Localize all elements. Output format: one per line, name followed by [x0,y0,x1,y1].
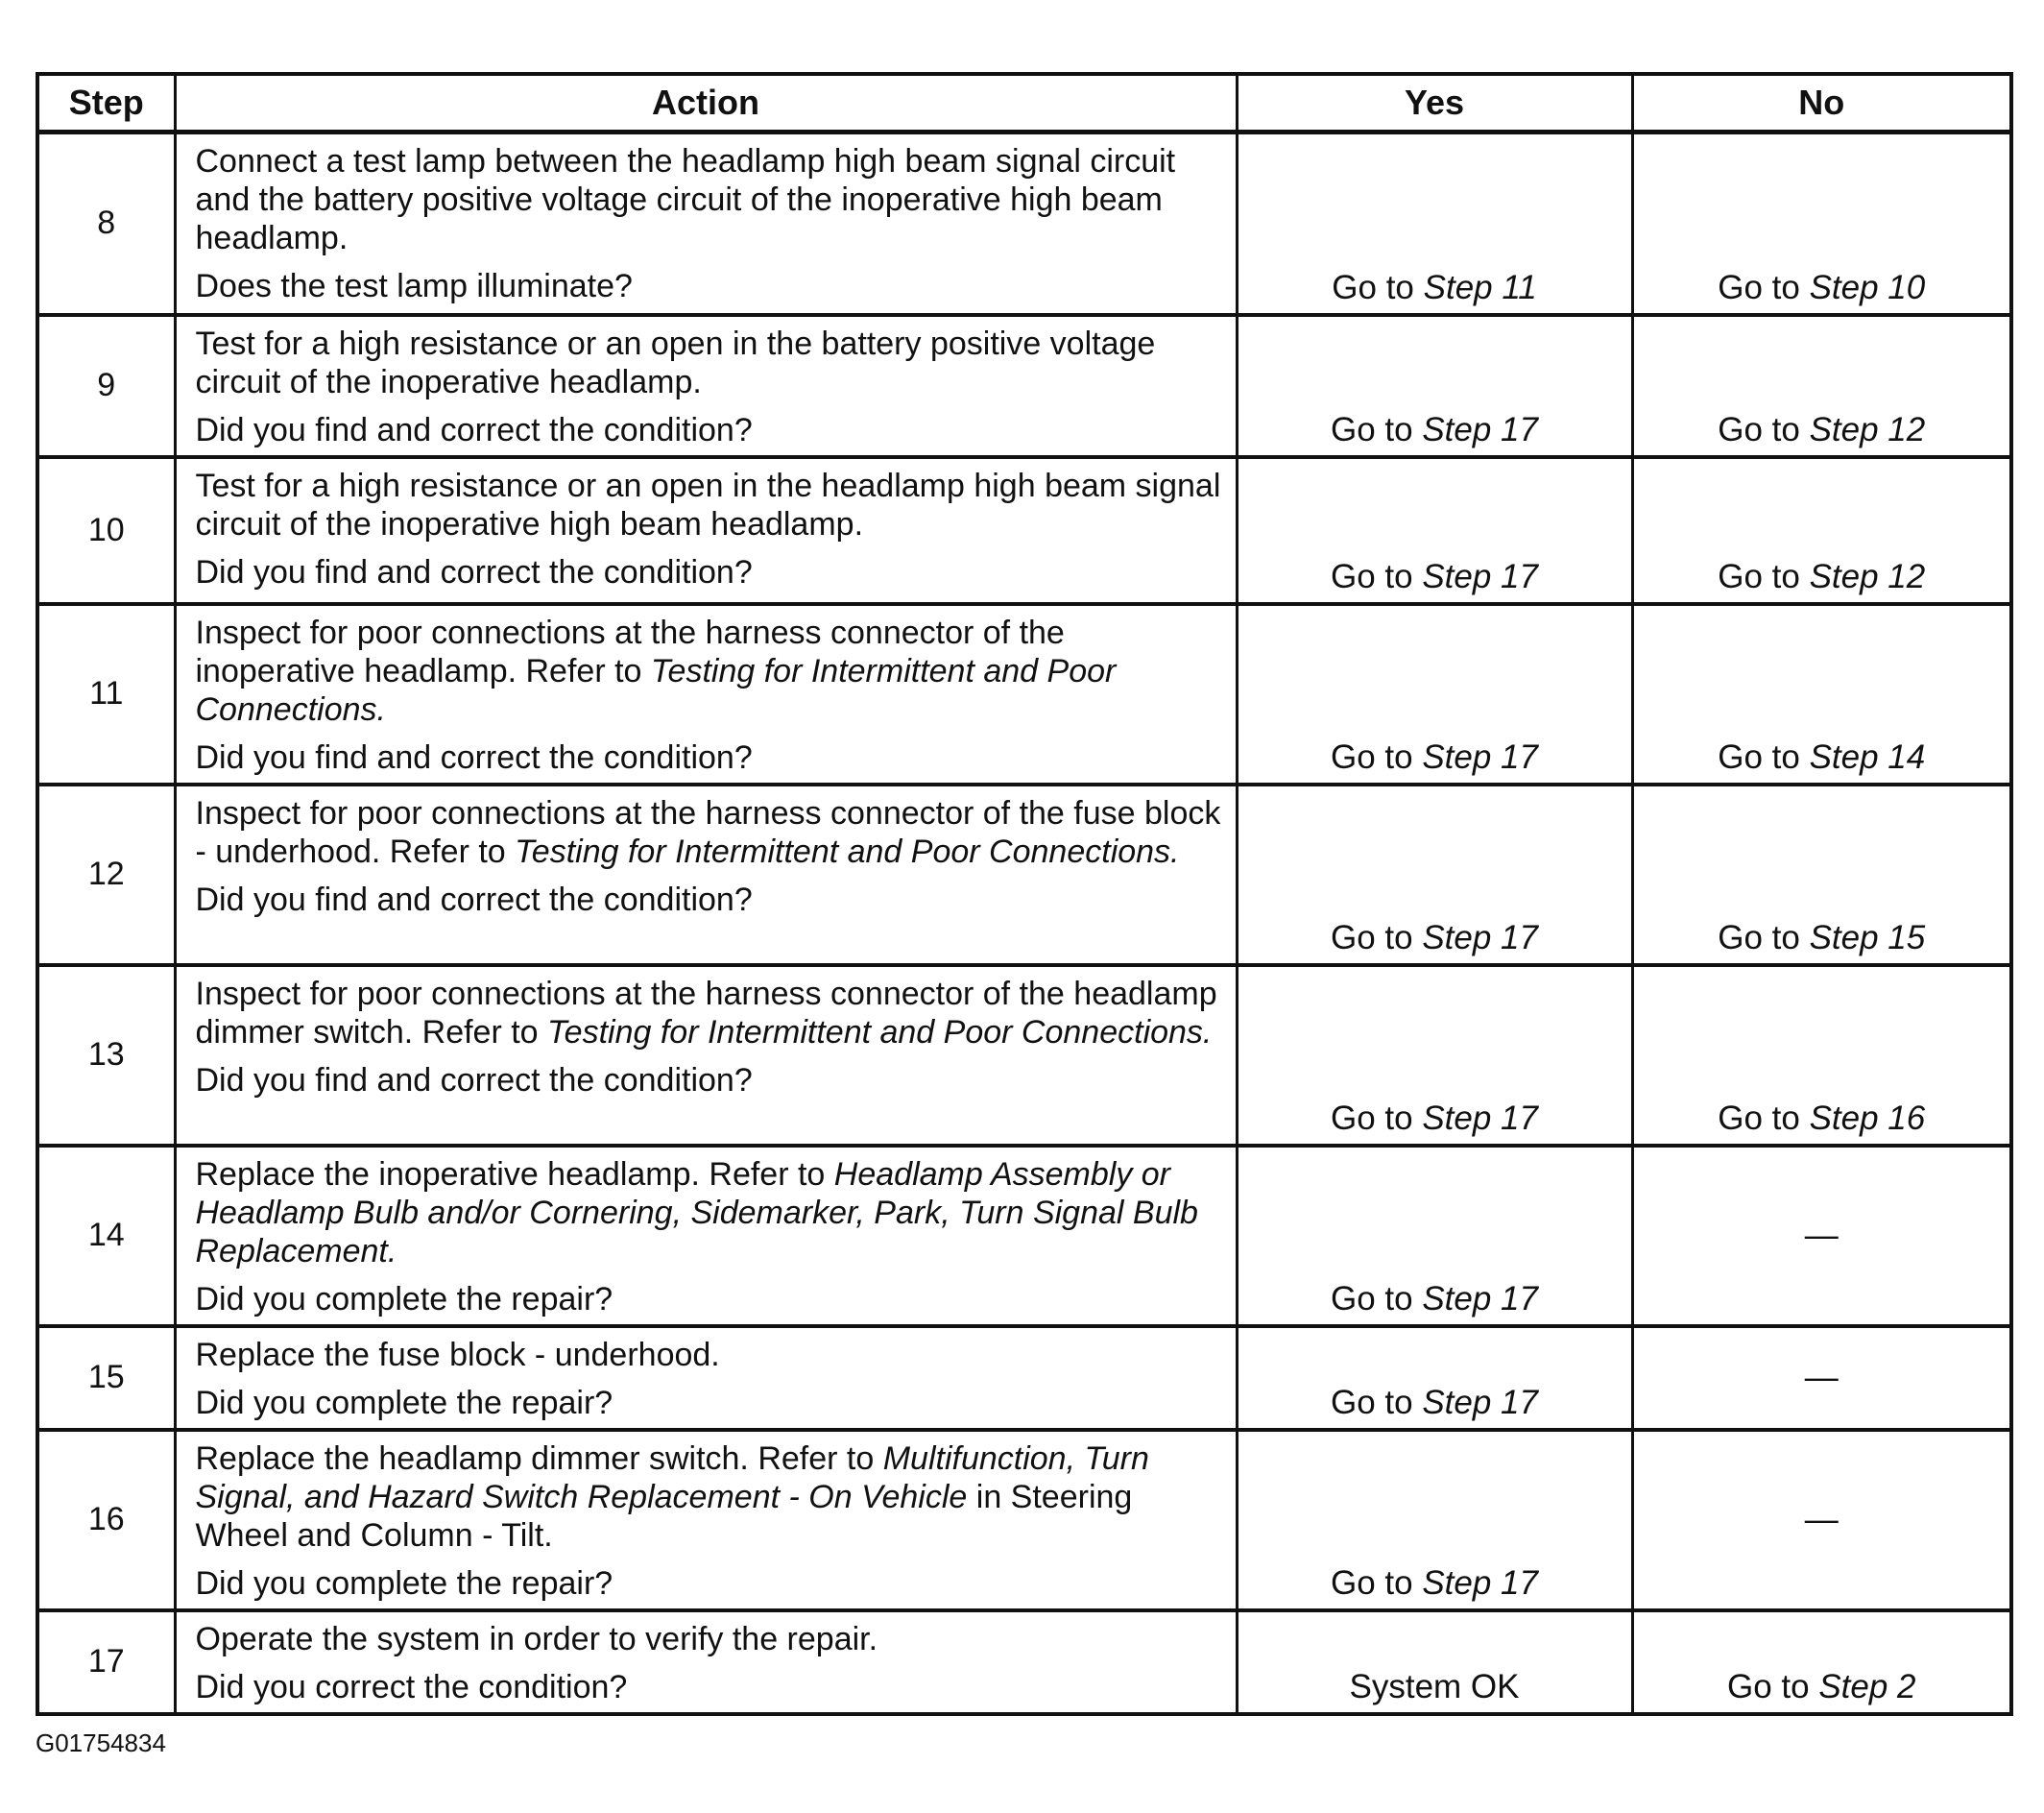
step-reference: Step 17 [1422,737,1538,776]
action-cell [175,1610,1237,1714]
step-number: 15 [37,1326,175,1430]
action-question: Did you find and correct the condition? [195,411,753,448]
table-row [37,785,2011,965]
step-number: 17 [37,1610,175,1714]
yes-result [1237,965,1632,1146]
table-body [37,133,2011,1714]
table-header-row [37,74,2011,133]
step-reference: Step 17 [1422,1099,1538,1137]
action-question: Did you find and correct the condition? [195,881,753,918]
reference-link: Headlamp Assembly or Headlamp Bulb and/or Cornering, Sidemarker, Park, Turn Signal Bulb Replacement. [195,1155,1198,1269]
action-text [196,142,1226,257]
no-prefix: Go to [1718,410,1810,448]
table-row [37,1326,2011,1430]
yes-result [1237,315,1632,457]
action-text-segment: Operate the system in order to verify the repair. [195,1620,878,1657]
no-result [1632,785,2011,965]
action-text-segment: in Steering Wheel and Column - Tilt. [195,1478,1133,1554]
table-row [37,133,2011,315]
step-number: 8 [37,133,175,315]
action-cell [175,965,1237,1146]
step-number: 10 [37,457,175,604]
yes-prefix: Go to [1331,1279,1423,1317]
action-question: Did you complete the repair? [195,1564,613,1602]
yes-result [1237,133,1632,315]
header-no: No [1632,74,2011,133]
yes-result [1237,1146,1632,1326]
yes-result [1237,785,1632,965]
action-text [196,1336,1226,1374]
no-result [1632,1430,2011,1610]
no-result [1632,1326,2011,1430]
action-text [196,1439,1226,1555]
action-question: Did you find and correct the condition? [195,738,753,776]
action-text [196,1155,1226,1270]
action-question: Did you complete the repair? [195,1384,613,1421]
action-text [196,467,1226,544]
no-prefix: Go to [1718,1099,1810,1137]
action-cell [175,457,1237,604]
step-reference: Step 17 [1422,1279,1538,1317]
step-reference: Step 14 [1809,737,1926,776]
action-text-segment: Inspect for poor connections at the harness connector of the headlamp dimmer switch. Refer to [195,975,1217,1051]
reference-link: Testing for Intermittent and Poor Connections. [547,1013,1213,1051]
yes-prefix: Go to [1331,410,1423,448]
action-text-segment: Connect a test lamp between the headlamp high beam signal circuit and the battery positive voltage circuit of the inoperative high beam headlamp. [195,143,1176,256]
step-number: 11 [37,604,175,785]
step-number: 12 [37,785,175,965]
yes-prefix: Go to [1331,737,1423,776]
no-result [1632,315,2011,457]
no-prefix: Go to [1718,737,1810,776]
yes-result [1237,1326,1632,1430]
action-cell [175,133,1237,315]
step-number: 16 [37,1430,175,1610]
action-text-segment: Replace the fuse block - underhood. [195,1336,720,1373]
action-cell [175,785,1237,965]
no-prefix: Go to [1718,268,1810,306]
diagnostic-table [36,72,2013,1716]
not-applicable-dash: — [1804,1216,1839,1254]
table-row [37,315,2011,457]
action-text-segment: Test for a high resistance or an open in the headlamp high beam signal circuit of the inoperative high beam headlamp. [195,467,1221,543]
action-text-segment: Inspect for poor connections at the harness connector of the inoperative headlamp. Refer to [195,614,1065,689]
table-row [37,1430,2011,1610]
yes-prefix: Go to [1331,918,1423,956]
table-row [37,604,2011,785]
yes-result [1237,1430,1632,1610]
header-action: Action [175,74,1237,133]
action-text [196,325,1226,401]
yes-result [1237,457,1632,604]
step-reference: Step 17 [1422,1563,1538,1602]
table-row [37,1610,2011,1714]
step-reference: Step 12 [1809,410,1926,448]
action-question: Did you find and correct the condition? [195,1061,753,1099]
header-yes: Yes [1237,74,1632,133]
step-number: 13 [37,965,175,1146]
action-text-segment: Inspect for poor connections at the harness connector of the fuse block - underhood. Refer to [195,794,1221,870]
action-text [196,794,1226,871]
action-question: Does the test lamp illuminate? [195,268,633,304]
action-text-segment: Replace the headlamp dimmer switch. Refer to [195,1439,883,1477]
action-question: Did you correct the condition? [195,1668,628,1705]
no-prefix: Go to [1718,918,1810,956]
step-number: 14 [37,1146,175,1326]
no-result [1632,133,2011,315]
action-cell [175,315,1237,457]
not-applicable-dash: — [1804,1500,1839,1538]
step-reference: Step 17 [1422,918,1538,956]
yes-prefix: Go to [1332,268,1424,306]
yes-result [1237,1610,1632,1714]
step-reference: Step 12 [1809,557,1926,595]
no-prefix: Go to [1726,1667,1819,1705]
no-result [1632,457,2011,604]
table-row [37,457,2011,604]
step-reference: Step 17 [1422,410,1538,448]
action-question: Did you find and correct the condition? [195,553,753,591]
action-cell [175,1430,1237,1610]
figure-id: G01754834 [36,1728,166,1757]
step-reference: Step 15 [1809,918,1926,956]
action-text [196,614,1226,729]
no-prefix: Go to [1718,557,1810,595]
action-text [196,975,1226,1052]
no-result [1632,965,2011,1146]
yes-prefix: System OK [1349,1667,1520,1705]
not-applicable-dash: — [1804,1358,1839,1396]
table-row [37,1146,2011,1326]
reference-link: Testing for Intermittent and Poor Connections. [515,833,1180,870]
yes-prefix: Go to [1331,1383,1423,1421]
no-result [1632,604,2011,785]
action-text-segment: Test for a high resistance or an open in the battery positive voltage circuit of the inoperative headlamp. [195,325,1156,400]
yes-prefix: Go to [1331,1563,1423,1602]
yes-prefix: Go to [1331,1099,1423,1137]
step-reference: Step 2 [1818,1667,1916,1705]
step-reference: Step 17 [1422,1383,1538,1421]
table-row [37,965,2011,1146]
step-reference: Step 10 [1809,268,1926,306]
no-result [1632,1610,2011,1714]
action-cell [175,1326,1237,1430]
action-text-segment: Replace the inoperative headlamp. Refer to [195,1155,834,1193]
reference-link: Multifunction, Turn Signal, and Hazard Switch Replacement - On Vehicle [195,1439,1149,1515]
action-cell [175,604,1237,785]
header-step: Step [37,74,175,133]
action-cell [175,1146,1237,1326]
action-question: Did you complete the repair? [195,1280,613,1317]
yes-prefix: Go to [1331,557,1423,595]
step-reference: Step 17 [1422,557,1538,595]
step-reference: Step 11 [1423,268,1537,306]
step-number: 9 [37,315,175,457]
no-result [1632,1146,2011,1326]
step-reference: Step 16 [1809,1099,1926,1137]
yes-result [1237,604,1632,785]
action-text [196,1620,1226,1658]
reference-link: Testing for Intermittent and Poor Connections. [195,652,1117,728]
